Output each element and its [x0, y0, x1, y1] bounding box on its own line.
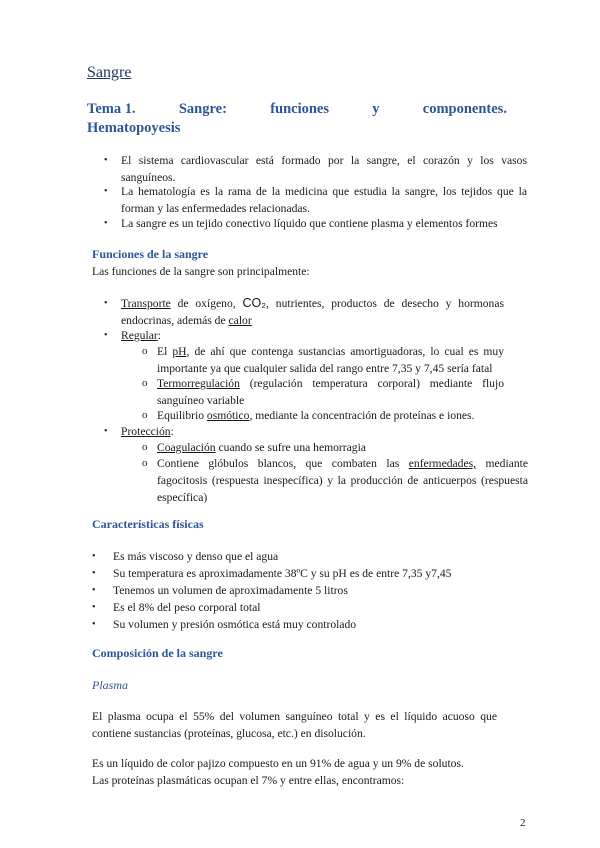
funcion-proteccion [121, 423, 174, 440]
bullet-icon: • [104, 426, 108, 437]
text-span: , de ahí que contenga sustancias amortiguadoras, lo cual es muy importante ya que cualquier salida del rango entre 7,35 y 7,45 sería fatal [157, 345, 505, 375]
sub-bullet-icon: o [142, 377, 148, 389]
text-span: mediante fagocitosis (respuesta inespecífica) y la producción de anticuerpos (respuesta específica) [157, 457, 529, 504]
heading-line2: Hematopoyesis [87, 120, 181, 136]
plasma-paragraph-2a: Es un líquido de color pajizo compuesto en un 91% de agua y un 9% de solutos. [92, 757, 464, 770]
text-span: , mediante la concentración de proteínas e iones. [249, 409, 475, 422]
caracteristica-item: Tenemos un volumen de aproximadamente 5 litros [113, 584, 348, 597]
caracteristica-item: Es más viscoso y denso que el agua [113, 550, 279, 563]
bullet-icon: • [104, 186, 108, 197]
text-span: Contiene glóbulos blancos, que combaten las [157, 457, 409, 470]
regular-ph [157, 343, 504, 377]
proteccion-coagulacion [157, 439, 507, 456]
heading-word: funciones [270, 101, 330, 117]
caracteristica-item: Su temperatura es aproximadamente 38ºC y su pH es de entre 7,35 y7,45 [113, 567, 452, 580]
term-transporte: Transporte [121, 297, 171, 310]
regular-equilibrio [157, 407, 517, 424]
bullet-icon: • [104, 218, 108, 229]
term-enfermedades: enfermedades, [408, 457, 477, 470]
section-heading-funciones: Funciones de la sangre [92, 247, 209, 261]
heading-word: Tema 1. [87, 101, 136, 117]
text-span: de oxígeno, [170, 297, 243, 310]
sub-bullet-icon: o [142, 457, 148, 469]
bullet-icon: • [104, 298, 108, 309]
plasma-paragraph-2b: Las proteínas plasmáticas ocupan el 7% y entre ellas, encontramos: [92, 774, 405, 787]
bullet-icon: • [104, 155, 108, 166]
text-span: : [170, 425, 174, 438]
intro-bullet: El sistema cardiovascular está formado por la sangre, el corazón y los vasos sanguíneos. [121, 154, 527, 184]
text-span: Equilibrio [157, 409, 207, 422]
term-calor: calor [228, 314, 252, 327]
intro-bullet: La sangre es un tejido conectivo líquido que contiene plasma y elementos formes [121, 217, 498, 230]
term-osmotico: osmótico [206, 409, 250, 422]
funcion-regular [121, 327, 161, 344]
co2-formula: CO₂ [242, 296, 267, 310]
heading-word: componentes. [422, 101, 507, 117]
section-heading-composicion: Composición de la sangre [92, 646, 223, 660]
section-heading-caracteristicas: Características físicas [92, 517, 204, 531]
term-proteccion: Protección [121, 425, 171, 438]
chapter-heading [87, 100, 507, 138]
caracteristica-item: Su volumen y presión osmótica está muy controlado [113, 618, 357, 631]
bullet-icon: • [92, 619, 96, 630]
heading-word: Sangre: [178, 101, 227, 117]
text-span: : [157, 329, 161, 342]
intro-bullet: La hematología es la rama de la medicina que estudia la sangre, los tejidos que la forman y las enfermedades relacionadas. [121, 185, 527, 215]
sub-bullet-icon: o [142, 345, 148, 357]
funcion-transporte [121, 295, 504, 329]
heading-word: y [372, 101, 380, 117]
text-span: (regulación temperatura corporal) mediante flujo sanguíneo variable [157, 377, 504, 407]
term-termorregulacion: Termorregulación [157, 377, 240, 390]
page-number: 2 [520, 817, 526, 829]
page-title: Sangre [87, 64, 132, 81]
plasma-paragraph-1: El plasma ocupa el 55% del volumen sanguíneo total y es el líquido acuoso que contiene sustancias (proteínas, glucosa, etc.) en disolución. [92, 710, 497, 740]
text-span: , nutrientes, productos de desecho y hormonas endocrinas, además de [121, 297, 504, 327]
sub-bullet-icon: o [142, 441, 148, 453]
subsection-heading-plasma: Plasma [92, 678, 128, 692]
funciones-intro: Las funciones de la sangre son principalmente: [92, 265, 310, 278]
text-span: El [157, 345, 173, 358]
bullet-icon: • [92, 602, 96, 613]
bullet-icon: • [92, 585, 96, 596]
bullet-icon: • [92, 568, 96, 579]
proteccion-globulos [157, 455, 528, 506]
sub-bullet-icon: o [142, 409, 148, 421]
term-coagulacion: Coagulación [157, 441, 216, 454]
bullet-icon: • [104, 330, 108, 341]
term-regular: Regular [121, 329, 158, 342]
regular-termo [157, 375, 504, 409]
caracteristica-item: Es el 8% del peso corporal total [113, 601, 261, 614]
text-span: cuando se sufre una hemorragia [215, 441, 366, 454]
term-ph: pH [172, 345, 187, 358]
bullet-icon: • [92, 551, 96, 562]
